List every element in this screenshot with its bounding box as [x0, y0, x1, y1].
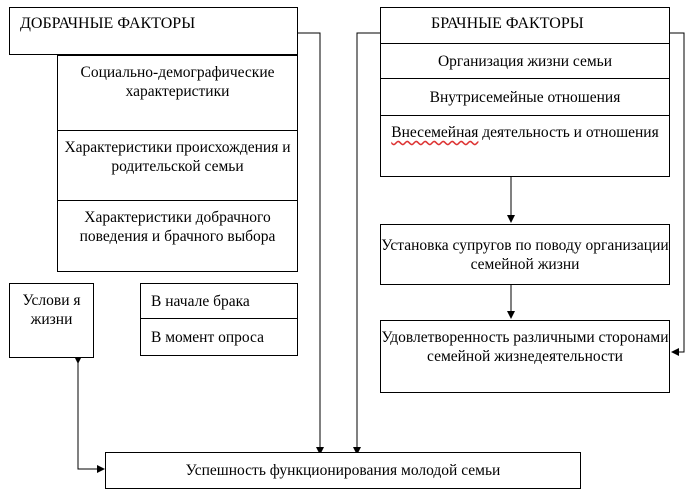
timing-survey-box: В момент опроса — [140, 318, 298, 356]
premarital-factors-title: ДОБРАЧНЫЕ ФАКТОРЫ — [9, 7, 298, 55]
living-conditions-box: Услови я жизни — [9, 283, 94, 358]
premarital-item-behavior: Характеристики добрачного поведения и брачного выбора — [57, 200, 298, 272]
premarital-item-origin: Характеристики происхождения и родительской семьи — [57, 130, 298, 201]
timing-start-box: В начале брака — [140, 283, 298, 319]
arrow-premarital-to-success — [296, 33, 320, 454]
marital-item-relations: Внутрисемейные отношения — [380, 78, 670, 116]
success-box: Успешность функционирования молодой семьи — [105, 452, 581, 489]
marital-item-organization: Организация жизни семьи — [380, 43, 670, 79]
arrow-living-conditions-success — [78, 363, 104, 469]
arrow-marital-to-satisfaction — [670, 33, 684, 352]
satisfaction-box: Удовлетворенность различными сторонами семейной жизнедеятельности — [380, 320, 670, 393]
attitude-box: Установка супругов по поводу организации семейной жизни — [380, 224, 670, 285]
marital-item-external: Внесемейная деятельность и отношения — [380, 115, 670, 177]
marital-factors-title: БРАЧНЫЕ ФАКТОРЫ — [380, 7, 670, 44]
premarital-item-sociodemographic: Социально-демографические характеристики — [57, 55, 298, 131]
arrow-marital-to-success — [357, 33, 380, 454]
